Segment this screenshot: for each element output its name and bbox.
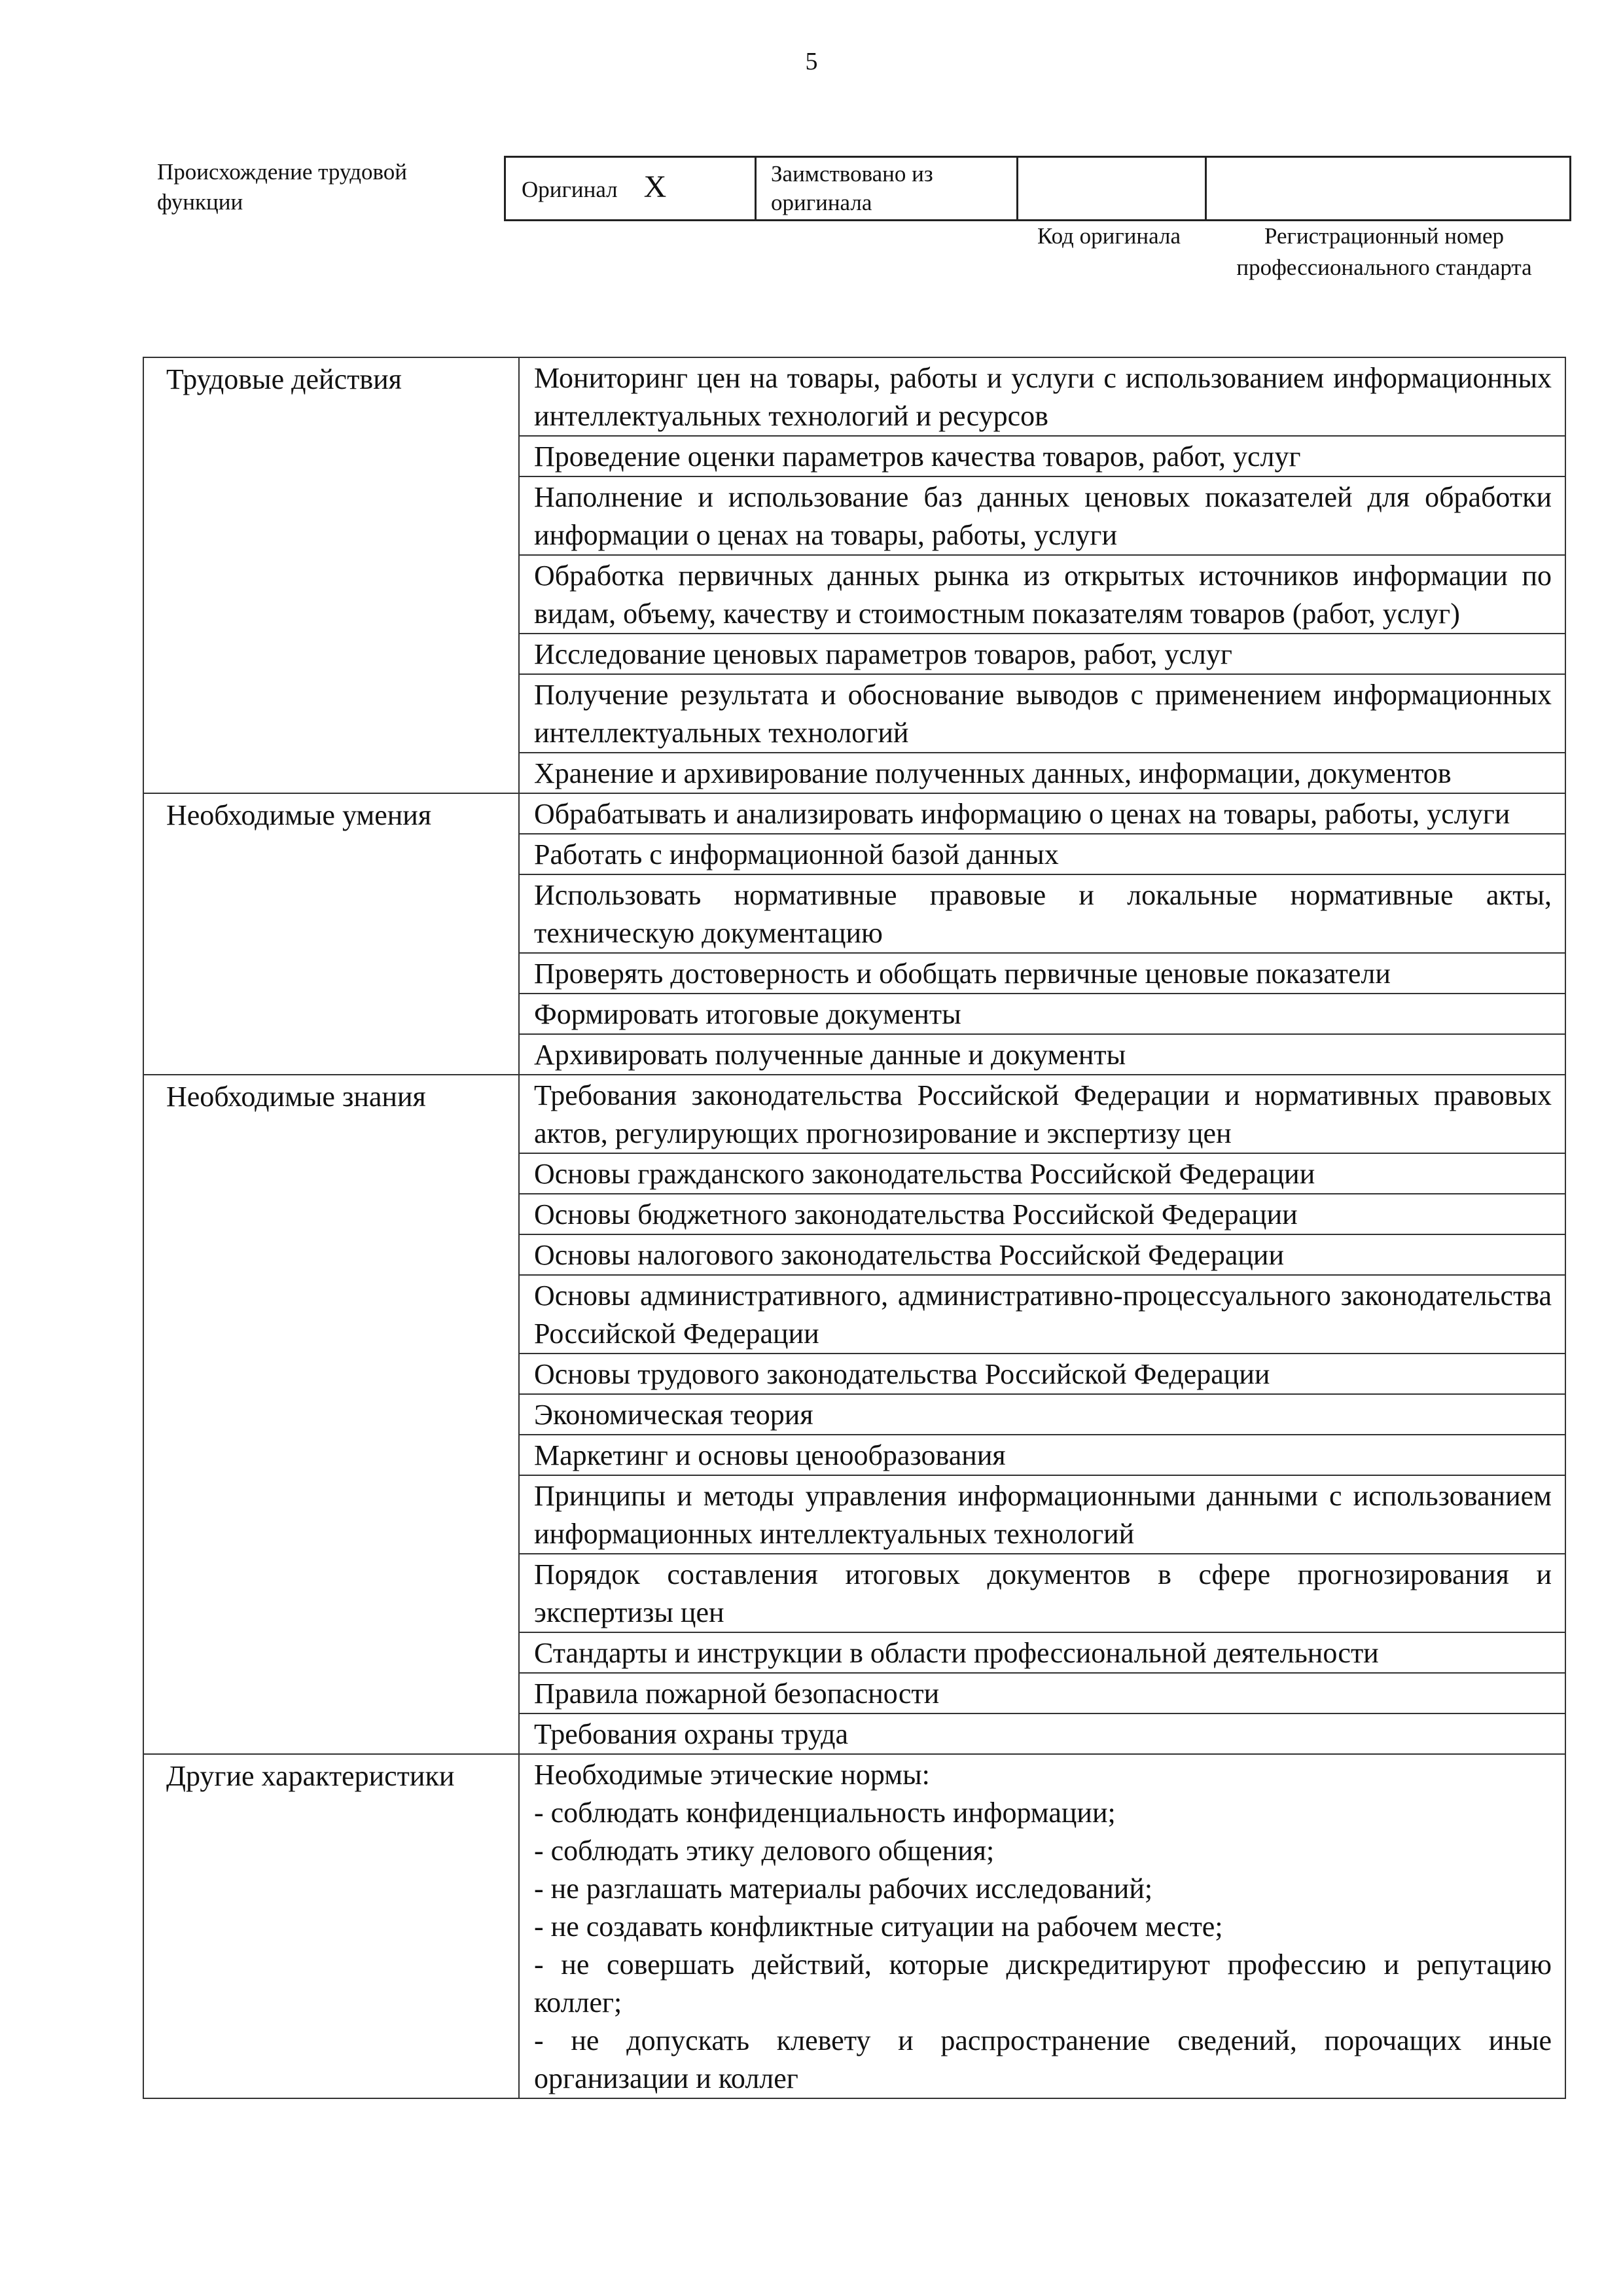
section-item: Наполнение и использование баз данных ценовых показателей для обработки информации о ценах на товары, работы, услуги (519, 476, 1565, 555)
page-number: 5 (805, 48, 818, 75)
section-item: Обрабатывать и анализировать информацию о ценах на товары, работы, услуги (519, 793, 1565, 834)
table-row (143, 1754, 1565, 2098)
section-title: Необходимые умения (143, 793, 519, 1075)
section-item: Исследование ценовых параметров товаров, работ, услуг (519, 634, 1565, 674)
section-item: Маркетинг и основы ценообразования (519, 1435, 1565, 1475)
ethics-line: Необходимые этические нормы: (534, 1759, 930, 1791)
section-item: Архивировать полученные данные и документы (519, 1034, 1565, 1075)
section-item: Стандарты и инструкции в области профессиональной деятельности (519, 1632, 1565, 1673)
function-details-table (143, 357, 1566, 2099)
section-item: Обработка первичных данных рынка из открытых источников информации по видам, объему, качеству и стоимостным показателям товаров (работ, услуг) (519, 555, 1565, 634)
section-title: Необходимые знания (143, 1075, 519, 1754)
ethics-line: - соблюдать конфиденциальность информации; (534, 1797, 1116, 1829)
section-title: Другие характеристики (143, 1754, 519, 2098)
section-item: Основы налогового законодательства Российской Федерации (519, 1234, 1565, 1275)
table-row (143, 1075, 1565, 1153)
section-item: Порядок составления итоговых документов в сфере прогнозирования и экспертизы цен (519, 1554, 1565, 1632)
section-item: Основы административного, административно-процессуального законодательства Российской Федерации (519, 1275, 1565, 1354)
section-item: Требования охраны труда (519, 1713, 1565, 1754)
borrowed-cell (756, 157, 1018, 221)
ethics-line: - не создавать конфликтные ситуации на рабочем месте; (534, 1910, 1223, 1943)
section-item: Использовать нормативные правовые и локальные нормативные акты, техническую документацию (519, 874, 1565, 953)
section-item (519, 1754, 1565, 2098)
section-item: Основы трудового законодательства Российской Федерации (519, 1354, 1565, 1394)
table-row (143, 357, 1565, 436)
original-code-cell (1018, 157, 1206, 221)
section-item: Мониторинг цен на товары, работы и услуги с использованием информационных интеллектуальных технологий и ресурсов (519, 357, 1565, 436)
ethics-line: - соблюдать этику делового общения; (534, 1835, 995, 1867)
ethics-line: - не допускать клевету и распространение сведений, порочащих иные организации и коллег (534, 2024, 1552, 2094)
section-item: Правила пожарной безопасности (519, 1673, 1565, 1713)
borrowed-label: Заимствовано из оригинала (771, 161, 933, 215)
section-item: Формировать итоговые документы (519, 994, 1565, 1034)
registration-caption: Регистрационный номер профессионального стандарта (1236, 223, 1532, 280)
section-title: Трудовые действия (143, 357, 519, 793)
registration-number-cell (1206, 157, 1571, 221)
section-item: Проведение оценки параметров качества товаров, работ, услуг (519, 436, 1565, 476)
ethics-line: - не разглашать материалы рабочих исследований; (534, 1873, 1153, 1905)
ethics-line: - не совершать действий, которые дискредитируют профессию и репутацию коллег; (534, 1948, 1552, 2018)
original-label: Оригинал (522, 177, 618, 202)
section-item: Работать с информационной базой данных (519, 834, 1565, 874)
origin-label: Происхождение трудовой функции (157, 159, 408, 215)
section-item: Получение результата и обоснование выводов с применением информационных интеллектуальных технологий (519, 674, 1565, 753)
section-item: Принципы и методы управления информационными данными с использованием информационных интеллектуальных технологий (519, 1475, 1565, 1554)
code-caption: Код оригинала (1037, 223, 1181, 249)
section-item: Требования законодательства Российской Федерации и нормативных правовых актов, регулирующих прогнозирование и экспертизу цен (519, 1075, 1565, 1153)
section-item: Основы бюджетного законодательства Российской Федерации (519, 1194, 1565, 1234)
original-mark: X (643, 170, 667, 204)
section-item: Хранение и архивирование полученных данных, информации, документов (519, 753, 1565, 793)
section-item: Проверять достоверность и обобщать первичные ценовые показатели (519, 953, 1565, 994)
origin-table (504, 156, 1571, 221)
section-item: Экономическая теория (519, 1394, 1565, 1435)
section-item: Основы гражданского законодательства Российской Федерации (519, 1153, 1565, 1194)
table-row (143, 793, 1565, 834)
original-cell (505, 157, 756, 221)
